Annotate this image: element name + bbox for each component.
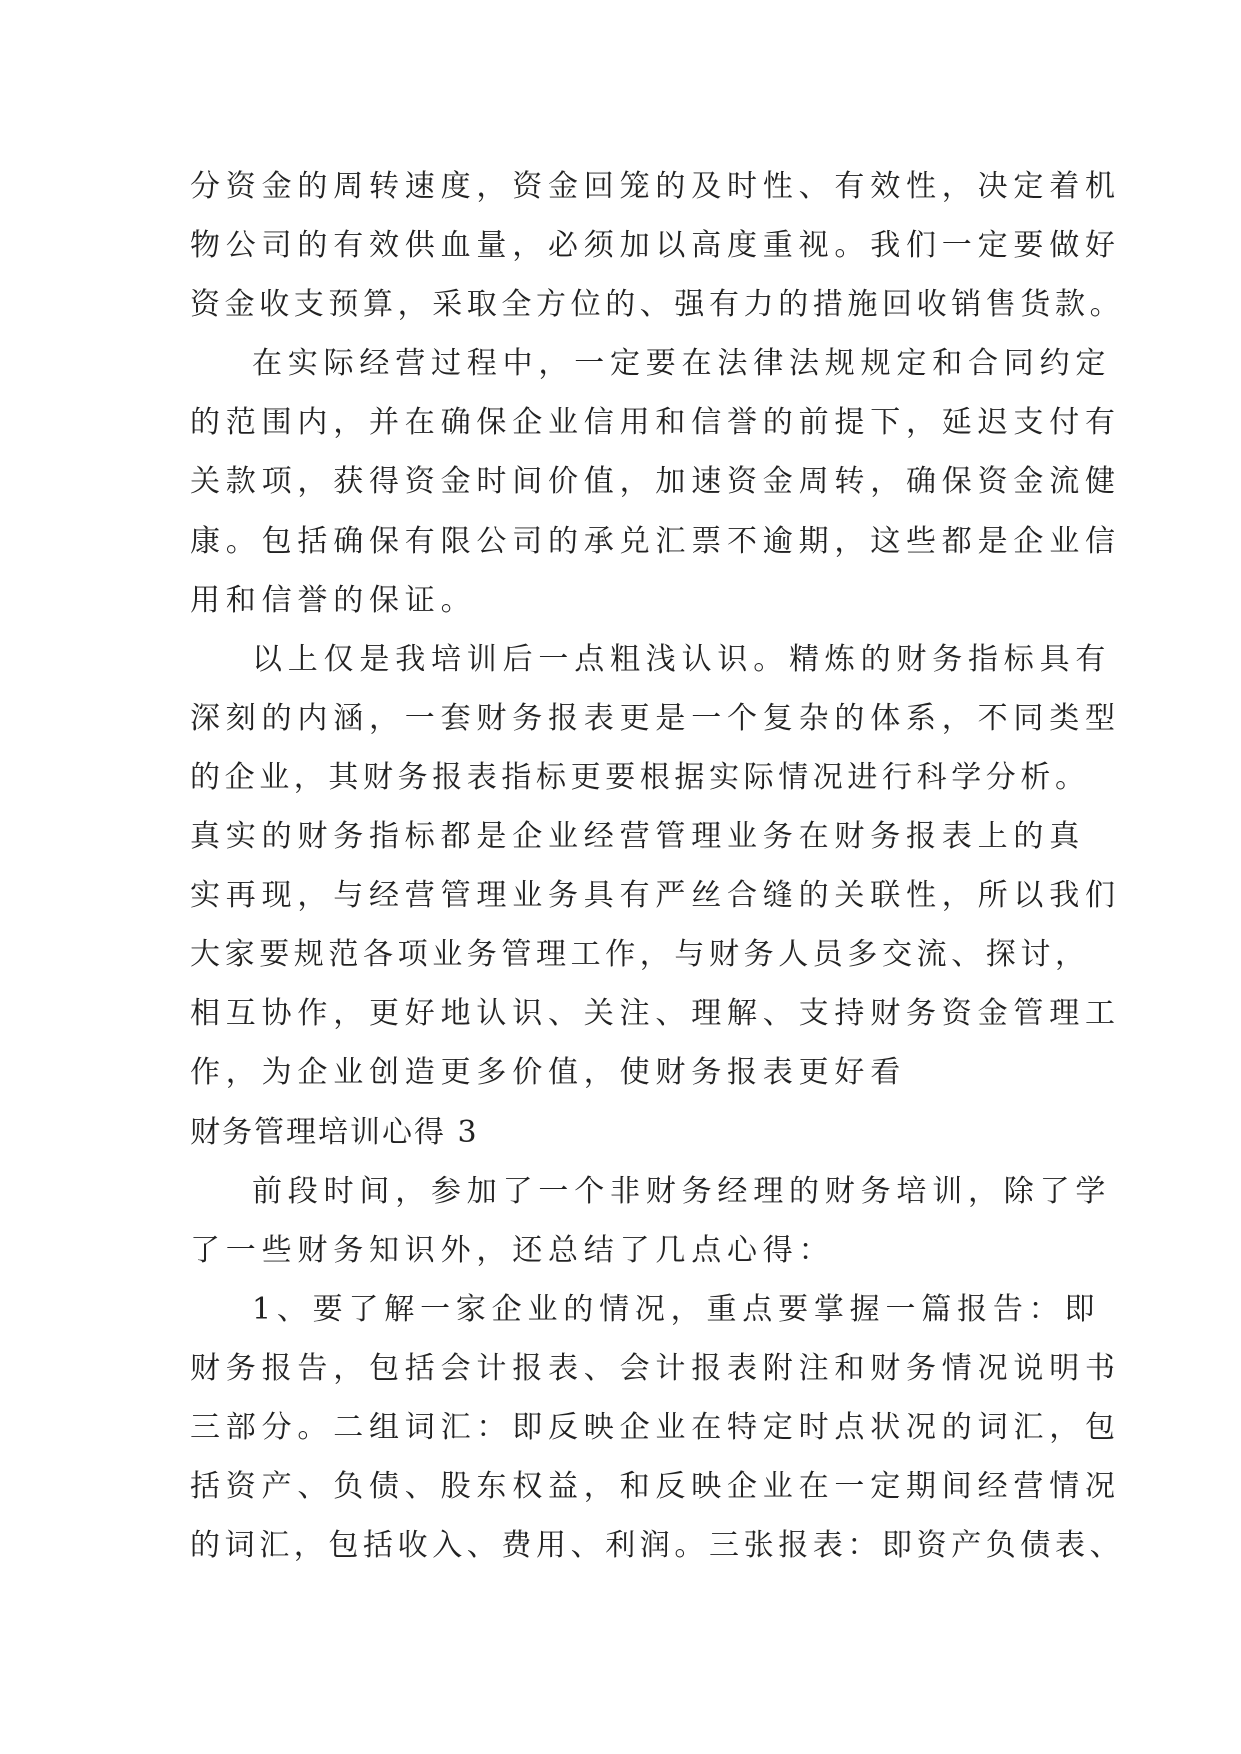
text-line: 1、要了解一家企业的情况，重点要掌握一篇报告：即 [252, 1291, 1101, 1327]
text-line: 的词汇，包括收入、费用、利润。三张报表：即资产负债表、 [190, 1528, 1125, 1564]
text-line: 以上仅是我培训后一点粗浅认识。精炼的财务指标具有 [252, 641, 1112, 677]
text-line: 相互协作，更好地认识、关注、理解、支持财务资金管理工 [190, 996, 1121, 1032]
paragraph-point-one [190, 1280, 1125, 1575]
text-line: 康。包括确保有限公司的承兑汇票不逾期，这些都是企业信 [190, 523, 1121, 559]
document-body [190, 157, 1125, 1575]
text-line: 括资产、负债、股东权益，和反映企业在一定期间经营情况 [190, 1469, 1121, 1505]
text-line: 用和信誉的保证。 [190, 582, 477, 618]
text-line: 真实的财务指标都是企业经营管理业务在财务报表上的真 [190, 819, 1085, 855]
text-line: 的企业，其财务报表指标更要根据实际情况进行科学分析。 [190, 759, 1090, 795]
paragraph-training-summary [190, 630, 1121, 1103]
text-line: 财务报告，包括会计报表、会计报表附注和财务情况说明书 [190, 1350, 1121, 1386]
text-line: 了一些财务知识外，还总结了几点心得： [190, 1232, 835, 1268]
text-line: 分资金的周转速度，资金回笼的及时性、有效性，决定着机 [190, 169, 1121, 204]
text-line: 前段时间，参加了一个非财务经理的财务培训，除了学 [252, 1173, 1112, 1209]
paragraph-funds-collection [190, 157, 1125, 334]
text-line: 实再现，与经营管理业务具有严丝合缝的关联性，所以我们 [190, 878, 1121, 914]
text-line: 深刻的内涵，一套财务报表更是一个复杂的体系，不同类型 [190, 700, 1121, 736]
text-line: 资金收支预算，采取全方位的、强有力的措施回收销售货款。 [190, 287, 1125, 323]
text-line: 物公司的有效供血量，必须加以高度重视。我们一定要做好 [190, 228, 1121, 264]
paragraph-training-intro [190, 1162, 1112, 1280]
text-line: 在实际经营过程中，一定要在法律法规规定和合同约定 [252, 346, 1112, 382]
text-line: 关款项，获得资金时间价值，加速资金周转，确保资金流健 [190, 464, 1121, 500]
text-line: 三部分。二组词汇：即反映企业在特定时点状况的词汇，包 [190, 1409, 1121, 1445]
text-line: 的范围内，并在确保企业信用和信誉的前提下，延迟支付有 [190, 405, 1121, 441]
paragraph-deferred-payment [190, 334, 1121, 629]
text-line: 作，为企业创造更多价值，使财务报表更好看 [190, 1055, 906, 1091]
text-line: 大家要规范各项业务管理工作，与财务人员多交流、探讨， [190, 937, 1090, 973]
section-heading: 财务管理培训心得 3 [190, 1114, 479, 1150]
